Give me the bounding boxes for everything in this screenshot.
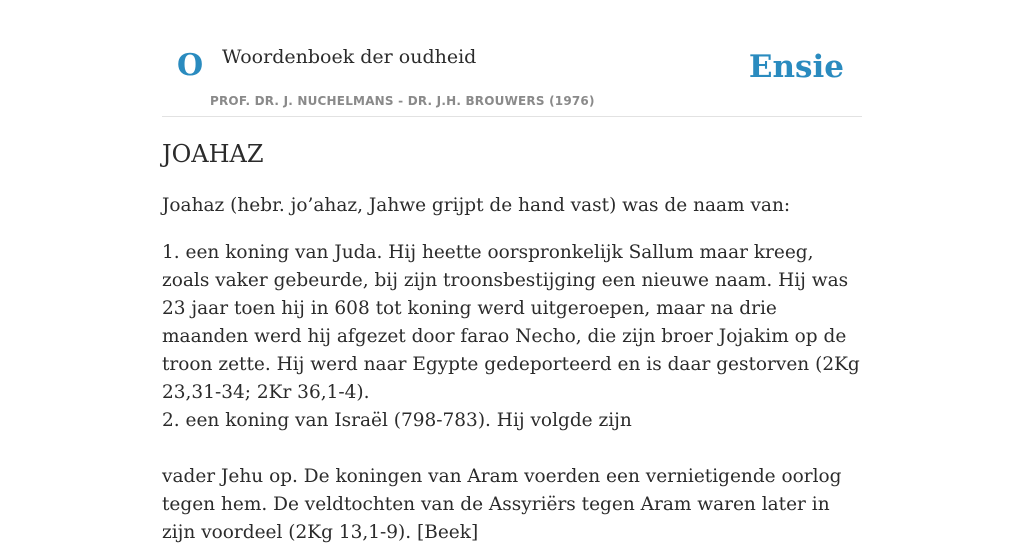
entry-intro: Joahaz (hebr. jo’ahaz, Jahwe grijpt de hand vast) was de naam van:	[162, 195, 791, 216]
entry-content	[162, 192, 864, 547]
entry-item-2-start: 2. een koning van Israël (798-783). Hij volgde zijn	[162, 410, 632, 431]
dictionary-title[interactable]: Woordenboek der oudheid	[222, 46, 477, 68]
index-letter[interactable]: O	[177, 48, 204, 83]
entry-item-2-continued: vader Jehu op. De koningen van Aram voerden een vernietigende oorlog tegen hem. De veldtochten van de Assyriërs tegen Aram waren later in zijn voordeel (2Kg 13,1-9). [Beek]	[162, 466, 842, 543]
header	[162, 0, 862, 117]
brand-logo[interactable]: Ensie	[748, 49, 844, 85]
page-container	[162, 0, 862, 543]
dictionary-authors: PROF. DR. J. NUCHELMANS - DR. J.H. BROUWERS (1976)	[210, 94, 595, 108]
paragraph-gap	[162, 435, 864, 463]
entry-title: JOAHAZ	[162, 140, 264, 168]
entry-item-1: 1. een koning van Juda. Hij heette oorspronkelijk Sallum maar kreeg, zoals vaker gebeurde, bij zijn troonsbestijging een nieuwe naam. Hij was 23 jaar toen hij in 608 tot koning werd uitgeroepen, maar na drie maanden werd hij afgezet door farao Necho, die zijn broer Jojakim op de troon zette. Hij werd naar Egypte gedeporteerd en is daar gestorven (2Kg 23,31-34; 2Kr 36,1-4).	[162, 242, 860, 403]
